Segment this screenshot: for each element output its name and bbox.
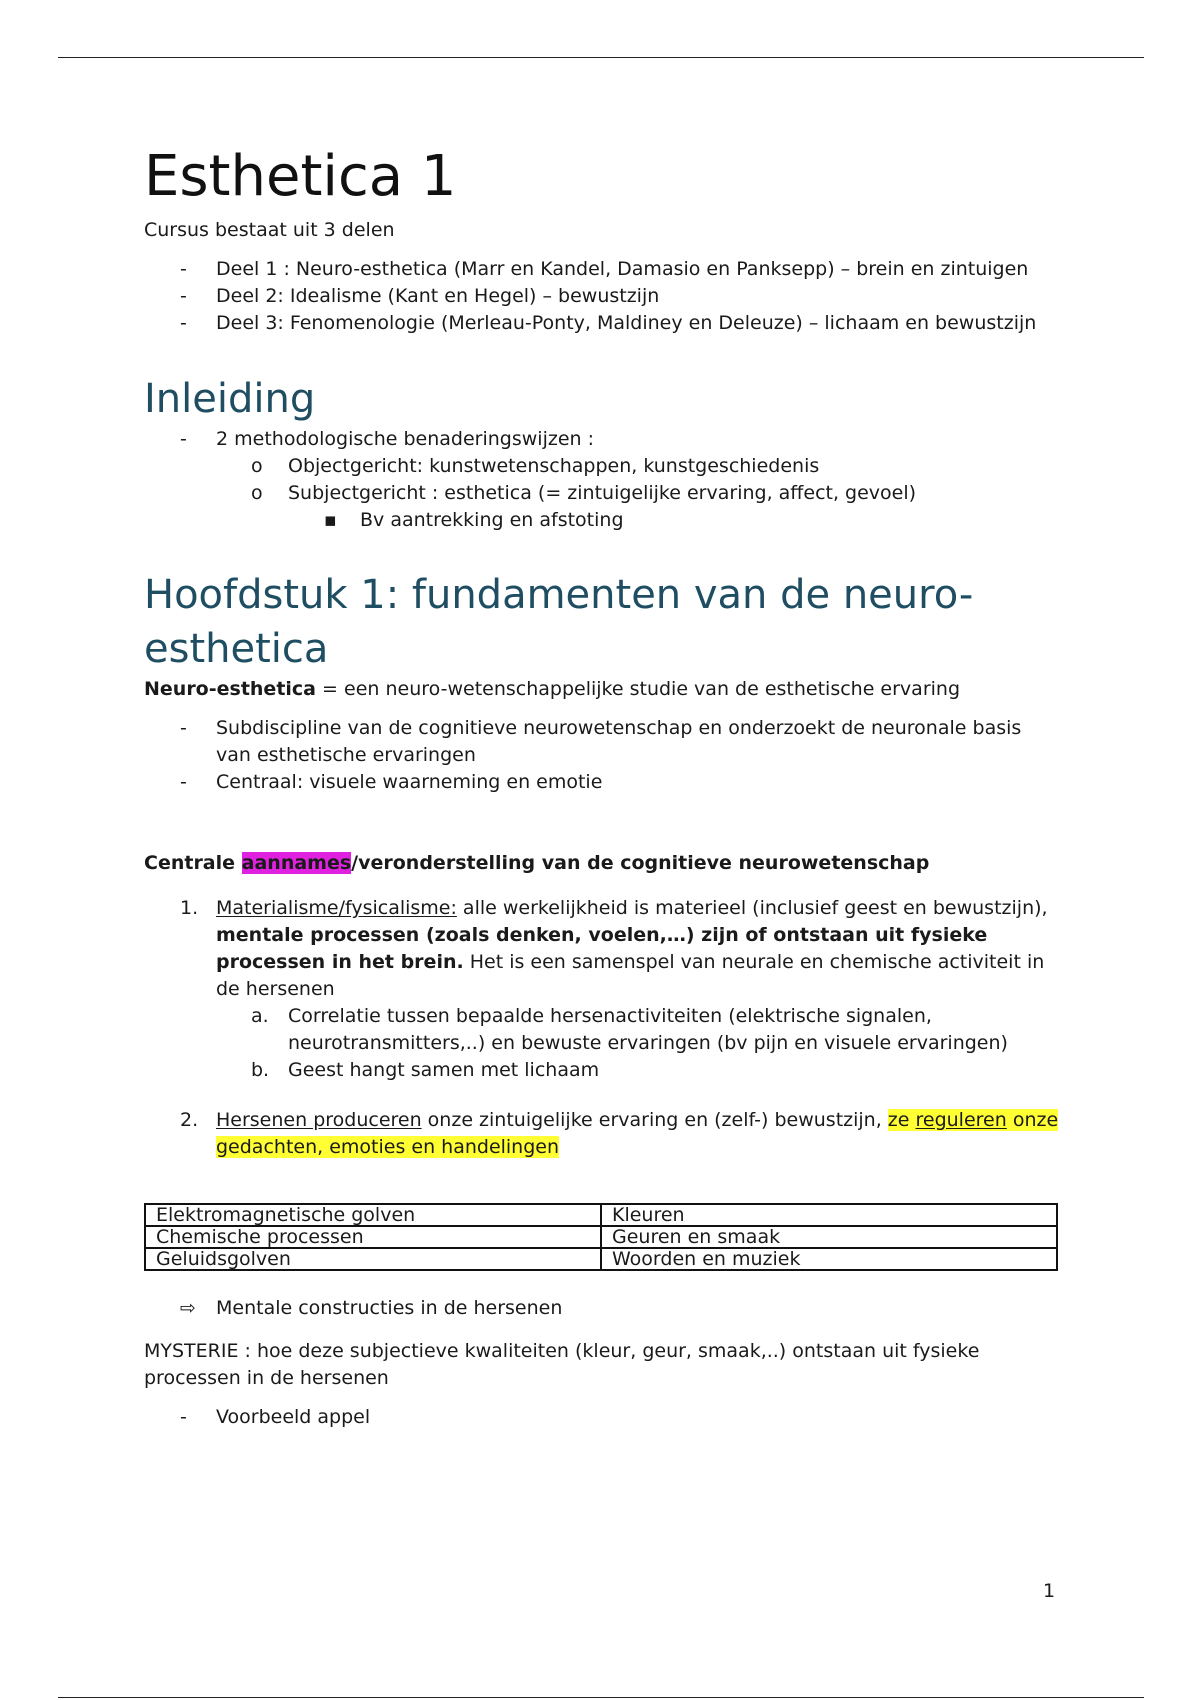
table-cell: Woorden en muziek: [601, 1248, 1057, 1270]
arrow-icon: ⇨: [180, 1297, 196, 1319]
list-item: ▪ Bv aantrekking en afstoting: [144, 507, 1062, 534]
document-title: Esthetica 1: [144, 144, 457, 209]
voorbeeld-list: [144, 1404, 1062, 1431]
definition-term: Neuro-esthetica: [144, 678, 316, 700]
list-item: 1. Materialisme/fysicalisme: alle werkelijkheid is materieel (inclusief geest en bewustzijn), mentale processen (zoals denken, voelen,…) zijn of ontstaan uit fysieke processen in het brein. Het is een samenspel van neurale en chemische activiteit in de hersenen: [180, 897, 1048, 1000]
delen-list: [144, 256, 1062, 337]
list-item: ⇨ Mentale constructies in de hersenen: [144, 1295, 1062, 1322]
highlighted-term: aannames: [241, 852, 352, 874]
list-item: b. Geest hangt samen met lichaam: [144, 1057, 1062, 1084]
dash-marker: -: [180, 285, 187, 307]
list-item: - Subdiscipline van de cognitieve neurowetenschap en onderzoekt de neuronale basis van esthetische ervaringen: [180, 717, 1022, 766]
dash-marker: -: [180, 428, 187, 450]
dash-marker: -: [180, 1406, 187, 1428]
subheading: Centrale aannames/veronderstelling van de cognitieve neurowetenschap: [144, 852, 930, 874]
list-item: o Subjectgericht : esthetica (= zintuigelijke ervaring, affect, gevoel): [144, 480, 1062, 507]
dash-marker: -: [180, 771, 187, 793]
number-marker: 1.: [180, 897, 199, 919]
aannames-list: [144, 895, 1062, 1161]
definition: Neuro-esthetica = een neuro-wetenschappelijke studie van de esthetische ervaring: [144, 678, 961, 700]
letter-marker: a.: [251, 1005, 269, 1027]
table-cell: Chemische processen: [145, 1226, 601, 1248]
mysterie-paragraph: MYSTERIE : hoe deze subjectieve kwaliteiten (kleur, geur, smaak,..) ontstaan uit fysieke processen in de hersenen: [144, 1340, 980, 1389]
table-row: [145, 1204, 1057, 1226]
list-item: - Deel 3: Fenomenologie (Merleau-Ponty, Maldiney en Deleuze) – lichaam en bewustzijn: [144, 310, 1062, 337]
square-marker: ▪: [324, 509, 337, 531]
number-marker: 2.: [180, 1109, 199, 1131]
inleiding-list: [144, 426, 1062, 534]
header-rule: [58, 57, 1144, 58]
list-item: o Objectgericht: kunstwetenschappen, kunstgeschiedenis: [144, 453, 1062, 480]
table-row: [145, 1248, 1057, 1270]
table-cell: Elektromagnetische golven: [145, 1204, 601, 1226]
list-item: - Centraal: visuele waarneming en emotie: [144, 769, 1062, 796]
table-row: [145, 1226, 1057, 1248]
table-cell: Geuren en smaak: [601, 1226, 1057, 1248]
letter-marker: b.: [251, 1059, 270, 1081]
circle-marker: o: [251, 455, 263, 477]
list-item: - 2 methodologische benaderingswijzen :: [144, 426, 1062, 453]
dash-marker: -: [180, 312, 187, 334]
list-item: a. Correlatie tussen bepaalde hersenactiviteiten (elektrische signalen, neurotransmitters,..) en bewuste ervaringen (bv pijn en visuele ervaringen): [251, 1005, 1008, 1054]
dash-marker: -: [180, 717, 187, 739]
heading-inleiding: Inleiding: [144, 376, 316, 422]
stimulus-table: [144, 1203, 1058, 1271]
highlighted-text: ze reguleren onze gedachten, emoties en handelingen: [216, 1109, 1059, 1158]
list-item: 2. Hersenen produceren onze zintuigelijke ervaring en (zelf-) bewustzijn, ze reguleren onze gedachten, emoties en handelingen: [180, 1109, 1059, 1158]
page-number: 1: [1043, 1580, 1056, 1602]
page-content: [144, 128, 1062, 1431]
footer-rule: [58, 1697, 1144, 1698]
arrow-list: [144, 1295, 1062, 1322]
table-cell: Geluidsgolven: [145, 1248, 601, 1270]
underlined-label: Materialisme/fysicalisme:: [216, 897, 457, 919]
list-item: - Voorbeeld appel: [144, 1404, 1062, 1431]
heading-hoofdstuk-1: Hoofdstuk 1: fundamenten van de neuro-esthetica: [144, 572, 974, 672]
table-cell: Kleuren: [601, 1204, 1057, 1226]
neuro-esthetica-list: [144, 715, 1062, 796]
circle-marker: o: [251, 482, 263, 504]
dash-marker: -: [180, 258, 187, 280]
underlined-label: Hersenen produceren: [216, 1109, 422, 1131]
subtitle: Cursus bestaat uit 3 delen: [144, 219, 395, 241]
list-item: - Deel 2: Idealisme (Kant en Hegel) – bewustzijn: [144, 283, 1062, 310]
list-item: - Deel 1 : Neuro-esthetica (Marr en Kandel, Damasio en Panksepp) – brein en zintuigen: [144, 256, 1062, 283]
